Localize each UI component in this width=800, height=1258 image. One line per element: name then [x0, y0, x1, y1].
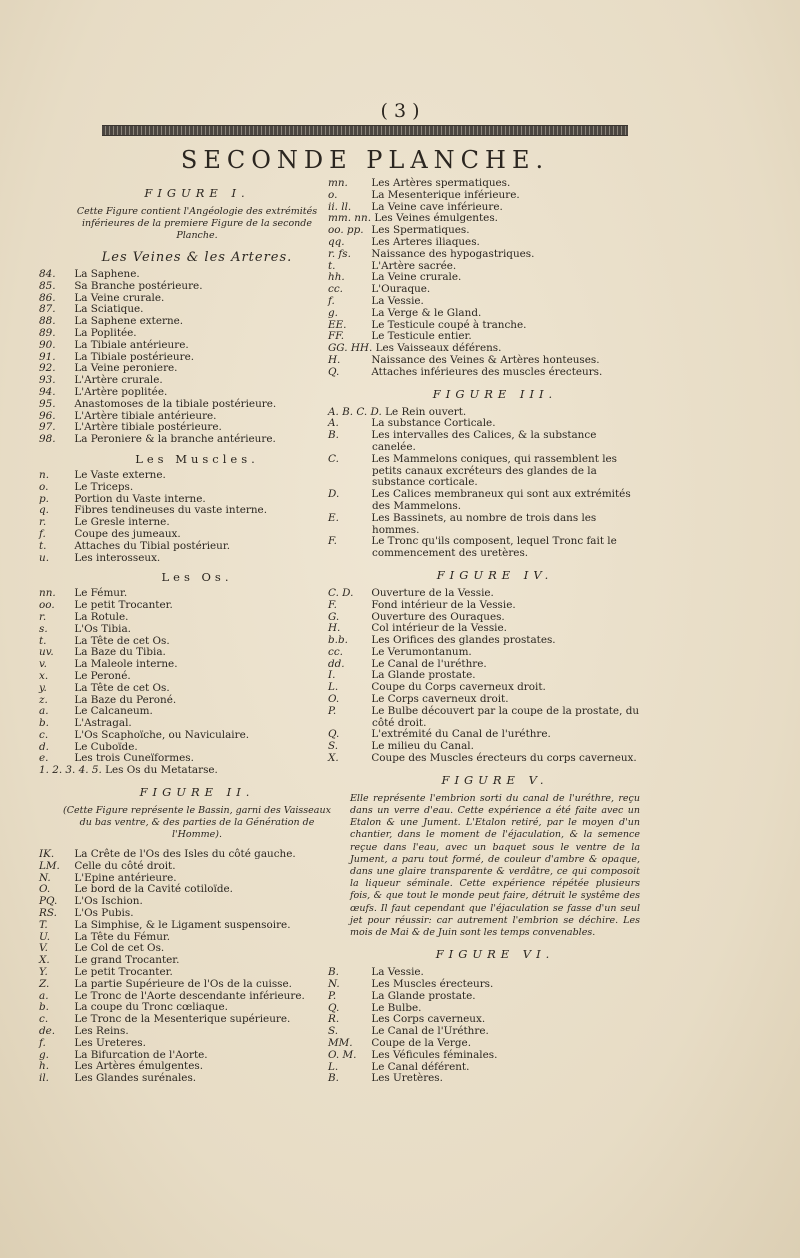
item-key: EE.	[328, 318, 347, 331]
item-key: 95.	[39, 397, 56, 410]
item-key: X.	[328, 752, 339, 765]
item-text: La Glande prostate.	[371, 669, 476, 682]
item-text: Le grand Trocanter.	[74, 954, 180, 967]
item-key: D.	[328, 488, 340, 501]
item-key: FF.	[328, 330, 345, 343]
item-key: X.	[39, 954, 50, 967]
left-column	[39, 178, 337, 1091]
item-text: Le Canal déférent.	[371, 1060, 470, 1073]
item-key: 89.	[39, 326, 56, 339]
fig2-note: (Cette Figure représente le Bassin, garni des Vaisseaux du bas ventre, & des parties de la Génération de l'Homme).	[63, 805, 331, 841]
item-text: Les interosseux.	[74, 551, 161, 564]
item-key: b.	[39, 1001, 49, 1014]
item-text: La Tête de cet Os.	[74, 634, 170, 647]
list-item	[328, 452, 640, 489]
item-key: oo.	[39, 599, 55, 612]
item-text: Le Tronc de la Mesenterique supérieure.	[74, 1013, 291, 1026]
item-text: La substance Corticale.	[371, 417, 496, 430]
item-text: Le Col de cet Os.	[74, 942, 165, 955]
item-text: La Bifurcation de l'Aorte.	[74, 1048, 208, 1061]
list-item	[328, 429, 640, 454]
list-item	[328, 535, 640, 560]
fig4-list	[328, 586, 640, 765]
item-key: c.	[39, 1013, 49, 1026]
item-key: 92.	[39, 362, 56, 375]
item-key: Y.	[39, 966, 48, 979]
item-text: Le Tronc qu'ils composent, lequel Tronc fait le commencement des uretères.	[371, 535, 617, 560]
item-text: La Saphene.	[74, 268, 140, 280]
item-text: Les intervalles des Calices, & la substance canelée.	[371, 429, 597, 453]
item-key: PQ.	[39, 895, 58, 908]
item-key: x.	[39, 669, 49, 682]
item-key: T.	[39, 918, 48, 931]
item-text: Les Vaisseaux déférens.	[375, 342, 502, 355]
fig5-heading: FIGURE V.	[441, 772, 549, 787]
list-item	[328, 752, 640, 765]
item-text: Le bord de la Cavité cotiloïde.	[74, 883, 233, 896]
item-key: de.	[39, 1025, 56, 1038]
item-key: O. M.	[328, 1048, 357, 1061]
item-key: g.	[39, 1048, 49, 1061]
item-text: Le Peroné.	[74, 669, 131, 682]
item-key: b.	[39, 717, 49, 730]
item-key: C. D.	[328, 586, 354, 599]
fig5-paragraph: Elle représente l'embrion sorti du canal de l'uréthre, reçu dans un verre d'eau. Cette expérience a été faite avec un Etalon & une Jument. L'Etalon retiré, par le moyen d'un chantier, dans le moment de l'éjaculation, & la semence reçue dans l'eau, avec un baquet sous le ventre de la Jument, a paru tout formé, de couleur d'ambre & opaque, dans une glaire transparente & verdâtre, ce qui composoit la liqueur séminale. Cette expérience répétée plusieurs fois, & que tout le monde peut faire, détruit le systême des œufs. Il faut cependant que l'éjaculation se fasse d'un seul jet pour réussir: car autrement l'embrion se déchire. Les mois de Mai & de Juin sont les temps convenables.	[350, 792, 640, 939]
item-text: La Crête de l'Os des Isles du côté gauche.	[74, 848, 296, 861]
item-key: r.	[39, 516, 47, 529]
item-text: La Veine cave inférieure.	[371, 200, 503, 213]
list-item	[328, 488, 640, 513]
item-key: H.	[328, 622, 341, 635]
item-key: G.	[328, 610, 340, 623]
item-text: Sa Branche postérieure.	[74, 279, 203, 292]
item-text: Le petit Trocanter.	[74, 599, 173, 612]
item-key: Q.	[328, 365, 340, 378]
right-column	[328, 177, 640, 1091]
item-key: Z.	[39, 977, 50, 990]
item-text: Anastomoses de la tibiale postérieure.	[74, 397, 277, 410]
item-text: Le Vaste externe.	[74, 468, 166, 481]
item-key: 94.	[39, 385, 56, 398]
item-text: Le Testicule coupé à tranche.	[371, 318, 527, 331]
item-text: Le Verumontanum.	[371, 645, 472, 658]
item-text: Les Mammelons coniques, qui rassemblent les petits canaux excréteurs des glandes de la substance corticale.	[371, 452, 618, 489]
item-key: A.	[328, 417, 339, 430]
item-key: C.	[328, 452, 339, 465]
item-key: RS.	[39, 907, 57, 920]
item-key: r. fs.	[328, 247, 351, 260]
item-text: La Mesenterique inférieure.	[371, 188, 520, 201]
item-key: s.	[39, 622, 48, 635]
item-text: Le Rein ouvert.	[385, 405, 467, 418]
item-text: Portion du Vaste interne.	[74, 492, 206, 505]
item-text: Fibres tendineuses du vaste interne.	[74, 504, 268, 517]
item-key: E.	[328, 511, 339, 524]
item-key: L.	[328, 681, 339, 694]
item-text: Le Corps caverneux droit.	[371, 693, 509, 706]
fig1-note: Cette Figure contient l'Angéologie des extrémités inférieures de la premiere Figure de la seconde Planche.	[76, 206, 318, 241]
fig3-heading: FIGURE III.	[432, 386, 558, 401]
item-text: L'Os Scaphoïche, ou Naviculaire.	[74, 728, 250, 741]
item-text: La Tibiale postérieure.	[74, 350, 195, 363]
item-key: t.	[39, 539, 47, 552]
item-key: O.	[39, 883, 51, 896]
item-key: 85.	[39, 279, 56, 292]
item-key: P.	[328, 704, 337, 717]
os-list	[39, 587, 337, 777]
list-item	[39, 1072, 337, 1085]
item-key: 91.	[39, 350, 56, 363]
item-key: dd.	[328, 657, 345, 670]
item-text: L'Artère tibiale postérieure.	[74, 421, 222, 434]
item-text: Le Bulbe.	[371, 1001, 422, 1014]
fig3-list	[328, 405, 640, 560]
veines-list	[39, 268, 337, 446]
item-text: La Baze du Tibia.	[74, 646, 166, 659]
item-key: N.	[39, 871, 51, 884]
item-text: Celle du côté droit.	[74, 859, 176, 872]
item-key: GG. HH.	[328, 342, 373, 355]
item-text: La Maleole interne.	[74, 658, 178, 671]
item-key: B.	[328, 966, 339, 979]
item-key: f.	[39, 1036, 46, 1049]
item-text: Naissance des hypogastriques.	[371, 247, 535, 260]
page-number: ( 3 )	[380, 100, 420, 122]
item-text: La Veine crurale.	[74, 291, 165, 304]
item-text: L'Artère tibiale antérieure.	[74, 409, 217, 422]
page-title: SECONDE PLANCHE.	[180, 146, 550, 174]
fig6-heading: FIGURE VI.	[435, 947, 555, 962]
item-key: V.	[39, 942, 48, 955]
list-item	[328, 704, 640, 730]
item-key: o.	[328, 188, 338, 201]
item-key: u.	[39, 551, 49, 564]
item-key: y.	[39, 681, 47, 694]
item-key: f.	[328, 294, 335, 307]
item-text: L'Artère poplitée.	[74, 385, 168, 398]
item-key: mm. nn.	[328, 212, 371, 225]
item-key: il.	[39, 1072, 49, 1085]
item-text: La Glande prostate.	[371, 989, 476, 1002]
item-text: Le petit Trocanter.	[74, 966, 173, 979]
item-key: F.	[328, 535, 337, 548]
item-text: Les Uretères.	[371, 1072, 443, 1085]
item-text: La coupe du Tronc cœliaque.	[74, 1001, 228, 1014]
item-key: S.	[328, 1025, 339, 1038]
item-text: Le Calcaneum.	[74, 705, 153, 718]
item-key: cc.	[328, 283, 343, 296]
item-key: e.	[39, 752, 49, 765]
item-key: t.	[328, 259, 336, 272]
item-text: La Sciatique.	[74, 303, 144, 316]
item-key: 93.	[39, 374, 56, 387]
item-text: Ouverture des Ouraques.	[371, 610, 505, 623]
item-text: Le Canal de l'Uréthre.	[371, 1025, 489, 1038]
item-text: Le Triceps.	[74, 480, 134, 493]
item-key: r.	[39, 610, 47, 623]
item-key: Q.	[328, 728, 340, 741]
item-key: 98.	[39, 433, 56, 446]
item-key: ii. ll.	[328, 200, 352, 213]
item-text: Coupe des jumeaux.	[74, 527, 181, 540]
item-key: d.	[39, 740, 49, 753]
item-text: La partie Supérieure de l'Os de la cuisse.	[74, 977, 292, 990]
item-key: MM.	[328, 1037, 353, 1050]
item-text: Les Reins.	[74, 1025, 129, 1038]
item-text: L'Os Tibia.	[74, 622, 131, 635]
item-text: Les Artères spermatiques.	[371, 177, 511, 189]
item-text: Les Glandes surénales.	[74, 1072, 197, 1085]
item-text: Le Tronc de l'Aorte descendante inférieure.	[74, 989, 305, 1002]
list-item	[328, 1072, 640, 1085]
item-text: L'Epine antérieure.	[74, 871, 177, 884]
item-text: La Veine peroniere.	[74, 362, 178, 375]
item-key: 88.	[39, 315, 56, 328]
item-key: L.	[328, 1060, 339, 1073]
veines-heading: Les Veines & les Arteres.	[101, 250, 293, 265]
item-key: a.	[39, 989, 49, 1002]
item-text: La Verge & le Gland.	[371, 306, 482, 319]
item-key: a.	[39, 705, 49, 718]
item-text: Les Veines émulgentes.	[374, 212, 498, 225]
item-text: Le Testicule entier.	[371, 330, 472, 343]
item-text: Naissance des Veines & Artères honteuses.	[371, 353, 600, 366]
list-item	[328, 511, 640, 537]
item-key: R.	[328, 1013, 340, 1026]
item-text: Le Bulbe découvert par la coupe de la prostate, du côté droit.	[371, 704, 640, 729]
header-rule	[102, 125, 628, 136]
item-text: Fond intérieur de la Vessie.	[371, 598, 516, 611]
item-text: Attaches inférieures des muscles érecteurs.	[371, 365, 603, 378]
item-key: S.	[328, 740, 339, 753]
item-text: Coupe des Muscles érecteurs du corps caverneux.	[371, 752, 637, 765]
item-key: A. B. C. D.	[328, 405, 382, 418]
item-key: 97.	[39, 421, 56, 434]
item-text: Les Orifices des glandes prostates.	[371, 634, 556, 647]
item-text: L'Artère sacrée.	[371, 259, 457, 272]
item-key: t.	[39, 634, 47, 647]
item-key: LM.	[39, 859, 60, 872]
item-text: Le Cuboïde.	[74, 740, 138, 753]
item-key: mn.	[328, 177, 348, 189]
item-text: Le Fémur.	[74, 587, 128, 600]
item-text: Les trois Cuneïformes.	[74, 752, 194, 765]
item-key: F.	[328, 598, 337, 611]
item-text: L'Os Pubis.	[74, 907, 134, 920]
fig4-heading: FIGURE IV.	[436, 567, 554, 582]
item-text: Les Corps caverneux.	[371, 1013, 486, 1026]
list-item	[39, 764, 337, 777]
item-key: f.	[39, 527, 46, 540]
item-text: La Rotule.	[74, 610, 129, 623]
item-key: Q.	[328, 1001, 340, 1014]
item-key: n.	[39, 468, 49, 481]
item-key: 90.	[39, 338, 56, 351]
item-key: B.	[328, 1072, 339, 1085]
item-key: o.	[39, 480, 49, 493]
item-text: L'Artère crurale.	[74, 374, 163, 387]
item-key: 87.	[39, 303, 56, 316]
fig2-list-continued	[328, 177, 640, 379]
item-key: z.	[39, 693, 48, 706]
item-text: L'Os Ischion.	[74, 895, 143, 908]
item-text: La Veine crurale.	[371, 271, 462, 284]
item-text: Les Ureteres.	[74, 1036, 146, 1049]
item-key: v.	[39, 658, 47, 671]
item-key: 1. 2. 3. 4. 5.	[39, 764, 102, 777]
fig2-heading: FIGURE II.	[139, 785, 255, 800]
item-text: La Baze du Peroné.	[74, 693, 177, 706]
item-text: Le Gresle interne.	[74, 516, 170, 529]
item-key: IK.	[39, 848, 55, 861]
item-text: Les Spermatiques.	[371, 224, 470, 237]
item-text: Coupe de la Verge.	[371, 1037, 472, 1050]
item-text: La Simphise, & le Ligament suspensoire.	[74, 918, 291, 931]
item-text: Le milieu du Canal.	[371, 740, 474, 753]
item-key: c.	[39, 728, 49, 741]
item-key: cc.	[328, 645, 343, 658]
item-text: Les Os du Metatarse.	[105, 764, 218, 777]
item-key: N.	[328, 978, 340, 991]
item-text: Les Calices membraneux qui sont aux extrémités des Mammelons.	[371, 488, 631, 512]
item-text: L'Ouraque.	[371, 283, 431, 296]
item-text: La Peroniere & la branche antérieure.	[74, 433, 276, 446]
list-item	[328, 365, 640, 379]
item-text: L'Astragal.	[74, 717, 132, 730]
item-key: P.	[328, 989, 337, 1002]
item-text: Le Canal de l'uréthre.	[371, 657, 487, 670]
item-key: q.	[39, 504, 49, 517]
item-key: uv.	[39, 646, 54, 659]
item-text: Col intérieur de la Vessie.	[371, 622, 507, 635]
item-key: h.	[39, 1060, 49, 1073]
item-key: I.	[328, 669, 336, 682]
item-text: Les Arteres iliaques.	[371, 235, 480, 248]
item-key: p.	[39, 492, 49, 505]
item-key: U.	[39, 930, 51, 943]
item-key: hh.	[328, 271, 345, 284]
item-text: La Tête de cet Os.	[74, 681, 170, 694]
fig6-list	[328, 966, 640, 1085]
item-text: Ouverture de la Vessie.	[371, 586, 494, 599]
fig2-list	[39, 848, 337, 1085]
item-key: g.	[328, 306, 338, 319]
item-key: qq.	[328, 235, 345, 248]
item-key: oo. pp.	[328, 224, 364, 237]
item-text: Les Artères émulgentes.	[74, 1060, 204, 1073]
item-text: La Tibiale antérieure.	[74, 338, 189, 351]
fig1-heading: FIGURE I.	[144, 186, 250, 200]
item-key: H.	[328, 353, 341, 366]
item-key: B.	[328, 429, 339, 442]
item-key: 84.	[39, 268, 56, 280]
item-text: La Tête du Fémur.	[74, 930, 171, 943]
item-text: Les Véficules féminales.	[371, 1048, 498, 1061]
muscles-list	[39, 468, 337, 564]
list-item	[39, 433, 337, 446]
item-text: Coupe du Corps caverneux droit.	[371, 681, 546, 694]
muscles-heading: Les Muscles.	[135, 451, 259, 466]
list-item	[39, 551, 337, 565]
item-text: La Poplitée.	[74, 326, 137, 339]
item-text: La Vessie.	[371, 294, 424, 307]
item-key: 96.	[39, 409, 56, 422]
os-heading: Les Os.	[161, 570, 233, 585]
item-text: La Saphene externe.	[74, 315, 184, 328]
item-key: b.b.	[328, 634, 348, 647]
item-key: 86.	[39, 291, 56, 304]
item-key: O.	[328, 693, 340, 706]
item-text: La Vessie.	[371, 966, 424, 979]
item-text: Les Muscles érecteurs.	[371, 978, 494, 991]
item-text: Les Bassinets, au nombre de trois dans les hommes.	[371, 511, 597, 536]
item-key: nn.	[39, 587, 56, 600]
item-text: L'extrémité du Canal de l'uréthre.	[371, 728, 551, 741]
item-text: Attaches du Tibial postérieur.	[74, 539, 230, 552]
